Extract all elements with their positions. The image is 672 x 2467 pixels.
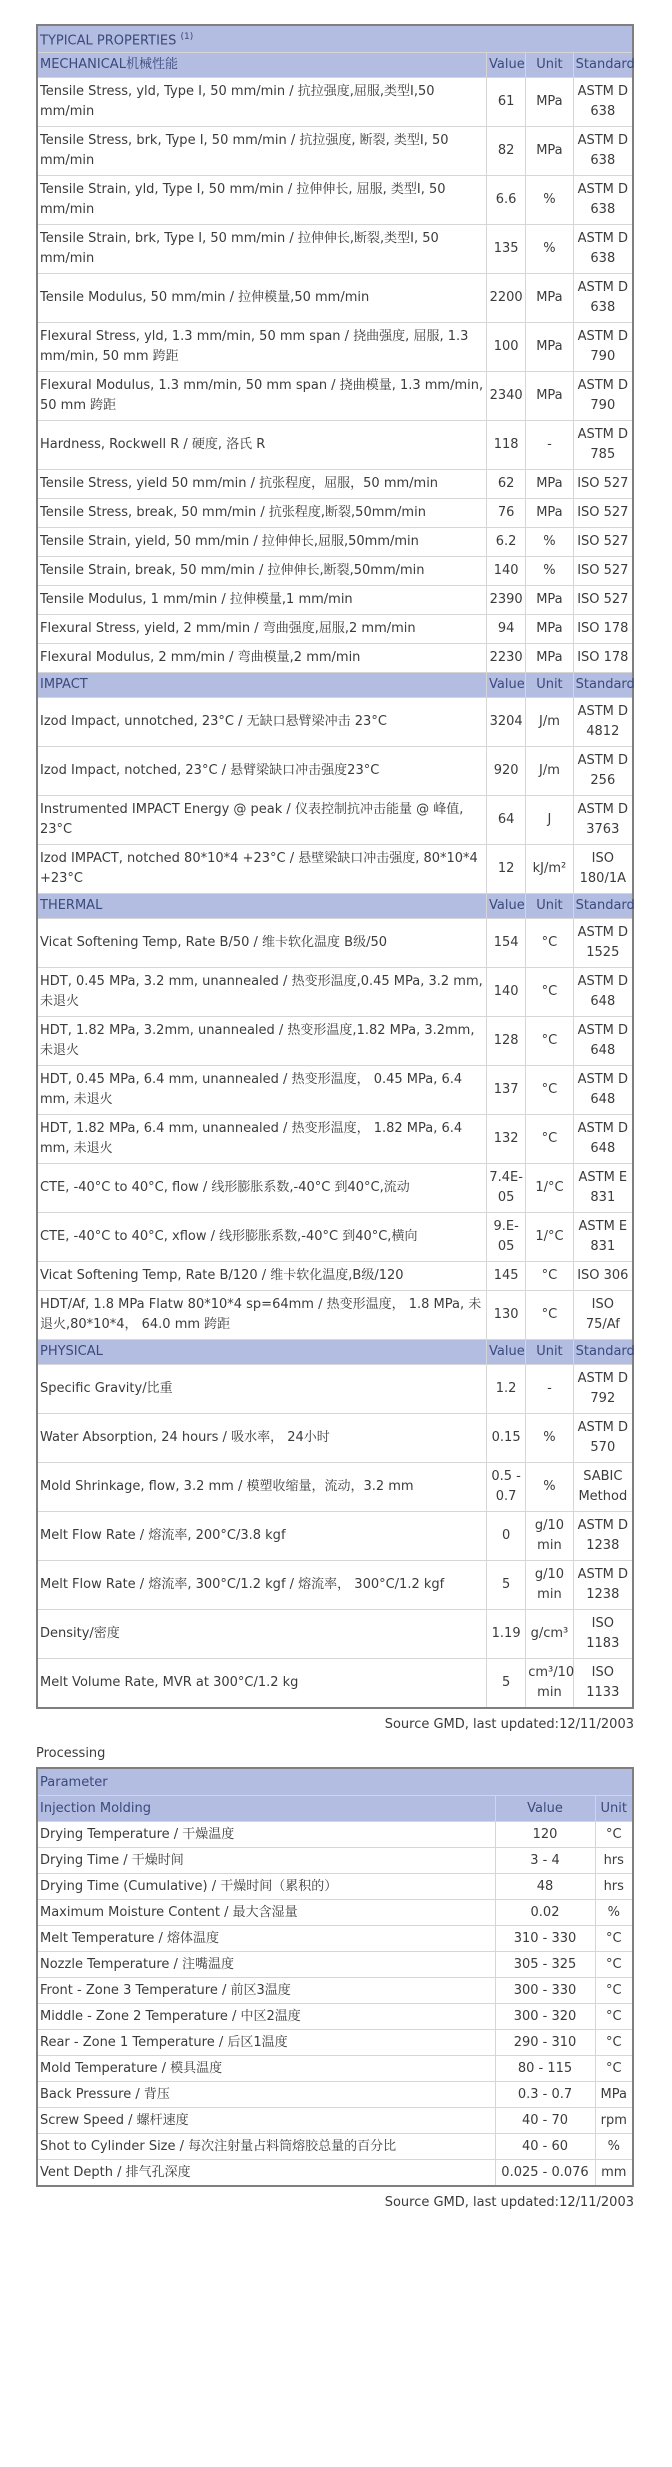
parameter-unit: °C bbox=[595, 1952, 633, 1978]
parameter-unit: °C bbox=[595, 2056, 633, 2082]
property-unit: MPa bbox=[526, 127, 573, 176]
property-row bbox=[37, 845, 633, 894]
processing-row bbox=[37, 2160, 633, 2187]
property-value: 7.4E-05 bbox=[487, 1164, 526, 1213]
property-value: 6.6 bbox=[487, 176, 526, 225]
property-row bbox=[37, 1512, 633, 1561]
property-value: 94 bbox=[487, 615, 526, 644]
col-header-standard: Standard bbox=[573, 894, 633, 919]
property-unit: % bbox=[526, 1463, 573, 1512]
property-standard: ASTM D 638 bbox=[573, 274, 633, 323]
property-unit: % bbox=[526, 557, 573, 586]
property-standard: ASTM D 790 bbox=[573, 372, 633, 421]
property-name: Flexural Modulus, 1.3 mm/min, 50 mm span / 挠曲模量, 1.3 mm/min, 50 mm 跨距 bbox=[37, 372, 487, 421]
property-standard: ASTM D 648 bbox=[573, 968, 633, 1017]
property-standard: ISO 75/Af bbox=[573, 1291, 633, 1340]
section-name: MECHANICAL机械性能 bbox=[37, 53, 487, 78]
property-unit: % bbox=[526, 1414, 573, 1463]
processing-title-row bbox=[37, 1768, 633, 1796]
property-unit: MPa bbox=[526, 323, 573, 372]
property-standard: ASTM D 4812 bbox=[573, 698, 633, 747]
property-unit: °C bbox=[526, 968, 573, 1017]
property-row bbox=[37, 968, 633, 1017]
property-row bbox=[37, 372, 633, 421]
property-row bbox=[37, 698, 633, 747]
property-unit: 1/°C bbox=[526, 1164, 573, 1213]
property-value: 3204 bbox=[487, 698, 526, 747]
parameter-value: 3 - 4 bbox=[495, 1848, 595, 1874]
property-standard: ISO 178 bbox=[573, 644, 633, 673]
property-unit: cm³/10 min bbox=[526, 1659, 573, 1709]
parameter-unit: °C bbox=[595, 1978, 633, 2004]
parameter-unit: rpm bbox=[595, 2108, 633, 2134]
parameter-unit: hrs bbox=[595, 1848, 633, 1874]
property-standard: ASTM D 1238 bbox=[573, 1512, 633, 1561]
property-value: 82 bbox=[487, 127, 526, 176]
property-name: Tensile Strain, yield, 50 mm/min / 拉伸伸长,屈服,50mm/min bbox=[37, 528, 487, 557]
parameter-unit: % bbox=[595, 1900, 633, 1926]
property-standard: ASTM D 256 bbox=[573, 747, 633, 796]
property-name: Tensile Stress, yield 50 mm/min / 抗张程度，屈服，50 mm/min bbox=[37, 470, 487, 499]
typical-properties-table bbox=[36, 24, 634, 1709]
property-value: 145 bbox=[487, 1262, 526, 1291]
property-row bbox=[37, 586, 633, 615]
property-standard: ASTM D 570 bbox=[573, 1414, 633, 1463]
property-row bbox=[37, 127, 633, 176]
parameter-name: Shot to Cylinder Size / 每次注射量占料筒熔胶总量的百分比 bbox=[37, 2134, 495, 2160]
processing-title: Parameter bbox=[37, 1768, 633, 1796]
processing-row bbox=[37, 2134, 633, 2160]
parameter-name: Maximum Moisture Content / 最大含湿量 bbox=[37, 1900, 495, 1926]
property-name: Melt Flow Rate / 熔流率, 200°C/3.8 kgf bbox=[37, 1512, 487, 1561]
property-value: 6.2 bbox=[487, 528, 526, 557]
parameter-value: 0.025 - 0.076 bbox=[495, 2160, 595, 2187]
property-standard: ASTM D 648 bbox=[573, 1115, 633, 1164]
property-unit: °C bbox=[526, 1066, 573, 1115]
property-value: 9.E-05 bbox=[487, 1213, 526, 1262]
property-name: Vicat Softening Temp, Rate B/50 / 维卡软化温度 B级/50 bbox=[37, 919, 487, 968]
datasheet bbox=[36, 24, 634, 2210]
property-row bbox=[37, 1066, 633, 1115]
properties-source-note: Source GMD, last updated:12/11/2003 bbox=[384, 1717, 634, 1732]
parameter-unit: °C bbox=[595, 2030, 633, 2056]
property-value: 1.19 bbox=[487, 1610, 526, 1659]
parameter-unit: % bbox=[595, 2134, 633, 2160]
property-value: 76 bbox=[487, 499, 526, 528]
property-standard: ISO 180/1A bbox=[573, 845, 633, 894]
processing-row bbox=[37, 1952, 633, 1978]
section-name: Injection Molding bbox=[37, 1796, 495, 1822]
parameter-name: Back Pressure / 背压 bbox=[37, 2082, 495, 2108]
property-value: 140 bbox=[487, 557, 526, 586]
property-name: Mold Shrinkage, flow, 3.2 mm / 模塑收缩量，流动，3.2 mm bbox=[37, 1463, 487, 1512]
property-unit: - bbox=[526, 1365, 573, 1414]
parameter-value: 48 bbox=[495, 1874, 595, 1900]
parameter-name: Melt Temperature / 熔体温度 bbox=[37, 1926, 495, 1952]
property-row bbox=[37, 323, 633, 372]
property-value: 2230 bbox=[487, 644, 526, 673]
property-value: 2200 bbox=[487, 274, 526, 323]
property-name: Flexural Stress, yield, 2 mm/min / 弯曲强度,屈服,2 mm/min bbox=[37, 615, 487, 644]
property-name: Flexural Stress, yld, 1.3 mm/min, 50 mm span / 挠曲强度, 屈服, 1.3 mm/min, 50 mm 跨距 bbox=[37, 323, 487, 372]
processing-row bbox=[37, 2108, 633, 2134]
property-unit: MPa bbox=[526, 372, 573, 421]
property-row bbox=[37, 1017, 633, 1066]
parameter-value: 120 bbox=[495, 1822, 595, 1848]
property-row bbox=[37, 1659, 633, 1709]
parameter-unit: °C bbox=[595, 2004, 633, 2030]
parameter-name: Nozzle Temperature / 注嘴温度 bbox=[37, 1952, 495, 1978]
property-standard: ASTM D 648 bbox=[573, 1066, 633, 1115]
property-unit: kJ/m² bbox=[526, 845, 573, 894]
property-name: Melt Flow Rate / 熔流率, 300°C/1.2 kgf / 熔流率， 300°C/1.2 kgf bbox=[37, 1561, 487, 1610]
property-standard: ASTM D 1238 bbox=[573, 1561, 633, 1610]
section-header-row bbox=[37, 1340, 633, 1365]
property-row bbox=[37, 1561, 633, 1610]
property-name: Izod IMPACT, notched 80*10*4 +23°C / 悬壁梁缺口冲击强度, 80*10*4 +23°C bbox=[37, 845, 487, 894]
property-name: HDT/Af, 1.8 MPa Flatw 80*10*4 sp=64mm / 热变形温度， 1.8 MPa, 未退火,80*10*4， 64.0 mm 跨距 bbox=[37, 1291, 487, 1340]
property-unit: % bbox=[526, 225, 573, 274]
property-row bbox=[37, 1365, 633, 1414]
property-row bbox=[37, 528, 633, 557]
col-header-value: Value bbox=[487, 1340, 526, 1365]
property-standard: ISO 527 bbox=[573, 470, 633, 499]
property-unit: J/m bbox=[526, 747, 573, 796]
processing-row bbox=[37, 1926, 633, 1952]
parameter-name: Vent Depth / 排气孔深度 bbox=[37, 2160, 495, 2187]
parameter-name: Rear - Zone 1 Temperature / 后区1温度 bbox=[37, 2030, 495, 2056]
title-text: TYPICAL PROPERTIES bbox=[40, 33, 177, 49]
property-value: 12 bbox=[487, 845, 526, 894]
col-header-value: Value bbox=[487, 894, 526, 919]
property-name: HDT, 1.82 MPa, 6.4 mm, unannealed / 热变形温度， 1.82 MPa, 6.4 mm, 未退火 bbox=[37, 1115, 487, 1164]
property-standard: ASTM D 648 bbox=[573, 1017, 633, 1066]
property-unit: °C bbox=[526, 1017, 573, 1066]
property-value: 5 bbox=[487, 1561, 526, 1610]
property-unit: MPa bbox=[526, 499, 573, 528]
property-name: Water Absorption, 24 hours / 吸水率， 24小时 bbox=[37, 1414, 487, 1463]
property-row bbox=[37, 919, 633, 968]
property-row bbox=[37, 747, 633, 796]
property-value: 2340 bbox=[487, 372, 526, 421]
property-standard: ASTM D 638 bbox=[573, 78, 633, 127]
processing-row bbox=[37, 1978, 633, 2004]
property-standard: ASTM D 792 bbox=[573, 1365, 633, 1414]
property-value: 137 bbox=[487, 1066, 526, 1115]
property-row bbox=[37, 1610, 633, 1659]
property-name: CTE, -40°C to 40°C, xflow / 线形膨胀系数,-40°C 到40°C,横向 bbox=[37, 1213, 487, 1262]
property-standard: ASTM D 785 bbox=[573, 421, 633, 470]
property-standard: ISO 527 bbox=[573, 586, 633, 615]
col-header-standard: Standard bbox=[573, 53, 633, 78]
parameter-value: 300 - 320 bbox=[495, 2004, 595, 2030]
col-header-standard: Standard bbox=[573, 1340, 633, 1365]
parameter-value: 290 - 310 bbox=[495, 2030, 595, 2056]
parameter-name: Screw Speed / 螺杆速度 bbox=[37, 2108, 495, 2134]
property-value: 100 bbox=[487, 323, 526, 372]
property-value: 132 bbox=[487, 1115, 526, 1164]
property-row bbox=[37, 1463, 633, 1512]
property-row bbox=[37, 1414, 633, 1463]
col-header-value: Value bbox=[487, 673, 526, 698]
property-row bbox=[37, 644, 633, 673]
property-value: 0.5 - 0.7 bbox=[487, 1463, 526, 1512]
property-row bbox=[37, 615, 633, 644]
property-row bbox=[37, 1164, 633, 1213]
property-unit: 1/°C bbox=[526, 1213, 573, 1262]
property-unit: °C bbox=[526, 919, 573, 968]
property-name: Tensile Strain, brk, Type I, 50 mm/min / 拉伸伸长,断裂,类型I, 50 mm/min bbox=[37, 225, 487, 274]
parameter-value: 40 - 60 bbox=[495, 2134, 595, 2160]
property-row bbox=[37, 470, 633, 499]
property-unit: MPa bbox=[526, 274, 573, 323]
col-header-unit: Unit bbox=[526, 53, 573, 78]
parameter-value: 310 - 330 bbox=[495, 1926, 595, 1952]
property-value: 61 bbox=[487, 78, 526, 127]
property-value: 154 bbox=[487, 919, 526, 968]
property-name: Tensile Stress, break, 50 mm/min / 抗张程度,断裂,50mm/min bbox=[37, 499, 487, 528]
processing-row bbox=[37, 2082, 633, 2108]
property-value: 140 bbox=[487, 968, 526, 1017]
property-unit: J bbox=[526, 796, 573, 845]
processing-label: Processing bbox=[36, 1746, 106, 1761]
property-standard: SABIC Method bbox=[573, 1463, 633, 1512]
property-row bbox=[37, 78, 633, 127]
property-standard: ASTM D 3763 bbox=[573, 796, 633, 845]
property-name: Izod Impact, unnotched, 23°C / 无缺口悬臂梁冲击 23°C bbox=[37, 698, 487, 747]
property-name: HDT, 0.45 MPa, 3.2 mm, unannealed / 热变形温度,0.45 MPa, 3.2 mm,未退火 bbox=[37, 968, 487, 1017]
property-unit: MPa bbox=[526, 644, 573, 673]
section-name: IMPACT bbox=[37, 673, 487, 698]
property-standard: ASTM D 790 bbox=[573, 323, 633, 372]
property-unit: °C bbox=[526, 1262, 573, 1291]
parameter-name: Front - Zone 3 Temperature / 前区3温度 bbox=[37, 1978, 495, 2004]
col-header-standard: Standard bbox=[573, 673, 633, 698]
property-row bbox=[37, 1262, 633, 1291]
property-row bbox=[37, 225, 633, 274]
property-unit: MPa bbox=[526, 78, 573, 127]
property-unit: MPa bbox=[526, 586, 573, 615]
property-name: HDT, 1.82 MPa, 3.2mm, unannealed / 热变形温度,1.82 MPa, 3.2mm,未退火 bbox=[37, 1017, 487, 1066]
property-row bbox=[37, 1115, 633, 1164]
parameter-name: Middle - Zone 2 Temperature / 中区2温度 bbox=[37, 2004, 495, 2030]
processing-row bbox=[37, 1848, 633, 1874]
property-name: CTE, -40°C to 40°C, flow / 线形膨胀系数,-40°C 到40°C,流动 bbox=[37, 1164, 487, 1213]
property-unit: °C bbox=[526, 1115, 573, 1164]
property-standard: ASTM D 638 bbox=[573, 127, 633, 176]
property-name: Density/密度 bbox=[37, 1610, 487, 1659]
property-unit: g/10 min bbox=[526, 1512, 573, 1561]
processing-row bbox=[37, 1822, 633, 1848]
col-header-unit: Unit bbox=[526, 894, 573, 919]
section-name: THERMAL bbox=[37, 894, 487, 919]
property-standard: ISO 1183 bbox=[573, 1610, 633, 1659]
property-standard: ISO 178 bbox=[573, 615, 633, 644]
parameter-unit: mm bbox=[595, 2160, 633, 2187]
property-unit: % bbox=[526, 528, 573, 557]
property-name: Specific Gravity/比重 bbox=[37, 1365, 487, 1414]
col-header-unit: Unit bbox=[526, 673, 573, 698]
section-header-row bbox=[37, 53, 633, 78]
property-standard: ISO 527 bbox=[573, 528, 633, 557]
property-row bbox=[37, 499, 633, 528]
property-name: Hardness, Rockwell R / 硬度, 洛氏 R bbox=[37, 421, 487, 470]
parameter-value: 80 - 115 bbox=[495, 2056, 595, 2082]
property-row bbox=[37, 1213, 633, 1262]
property-row bbox=[37, 796, 633, 845]
property-value: 62 bbox=[487, 470, 526, 499]
parameter-value: 300 - 330 bbox=[495, 1978, 595, 2004]
processing-table bbox=[36, 1767, 634, 2187]
property-name: Tensile Strain, break, 50 mm/min / 拉伸伸长,断裂,50mm/min bbox=[37, 557, 487, 586]
processing-source-note: Source GMD, last updated:12/11/2003 bbox=[384, 2195, 634, 2210]
section-header-row bbox=[37, 673, 633, 698]
property-name: Tensile Modulus, 1 mm/min / 拉伸模量,1 mm/min bbox=[37, 586, 487, 615]
processing-row bbox=[37, 2030, 633, 2056]
processing-row bbox=[37, 2056, 633, 2082]
property-unit: % bbox=[526, 176, 573, 225]
parameter-unit: hrs bbox=[595, 1874, 633, 1900]
property-value: 5 bbox=[487, 1659, 526, 1709]
processing-section-header bbox=[37, 1796, 633, 1822]
parameter-value: 305 - 325 bbox=[495, 1952, 595, 1978]
property-standard: ISO 1133 bbox=[573, 1659, 633, 1709]
property-row bbox=[37, 274, 633, 323]
property-unit: g/cm³ bbox=[526, 1610, 573, 1659]
property-name: Izod Impact, notched, 23°C / 悬臂梁缺口冲击强度23°C bbox=[37, 747, 487, 796]
property-standard: ISO 306 bbox=[573, 1262, 633, 1291]
parameter-name: Mold Temperature / 模具温度 bbox=[37, 2056, 495, 2082]
property-standard: ASTM E 831 bbox=[573, 1164, 633, 1213]
property-unit: MPa bbox=[526, 615, 573, 644]
property-name: Vicat Softening Temp, Rate B/120 / 维卡软化温度,B级/120 bbox=[37, 1262, 487, 1291]
property-value: 128 bbox=[487, 1017, 526, 1066]
property-unit: J/m bbox=[526, 698, 573, 747]
parameter-unit: °C bbox=[595, 1926, 633, 1952]
parameter-name: Drying Temperature / 干燥温度 bbox=[37, 1822, 495, 1848]
section-name: PHYSICAL bbox=[37, 1340, 487, 1365]
property-value: 0 bbox=[487, 1512, 526, 1561]
col-header-unit: Unit bbox=[595, 1796, 633, 1822]
property-row bbox=[37, 421, 633, 470]
property-row bbox=[37, 1291, 633, 1340]
property-name: HDT, 0.45 MPa, 6.4 mm, unannealed / 热变形温度， 0.45 MPa, 6.4 mm, 未退火 bbox=[37, 1066, 487, 1115]
property-standard: ASTM E 831 bbox=[573, 1213, 633, 1262]
property-value: 920 bbox=[487, 747, 526, 796]
property-name: Tensile Stress, brk, Type I, 50 mm/min / 抗拉强度, 断裂, 类型I, 50 mm/min bbox=[37, 127, 487, 176]
property-unit: °C bbox=[526, 1291, 573, 1340]
title-footnote: (1) bbox=[180, 31, 194, 42]
property-value: 130 bbox=[487, 1291, 526, 1340]
typical-properties-title bbox=[37, 25, 633, 53]
parameter-name: Drying Time (Cumulative) / 干燥时间（累积的） bbox=[37, 1874, 495, 1900]
col-header-value: Value bbox=[495, 1796, 595, 1822]
property-row bbox=[37, 176, 633, 225]
property-value: 2390 bbox=[487, 586, 526, 615]
col-header-value: Value bbox=[487, 53, 526, 78]
parameter-value: 0.3 - 0.7 bbox=[495, 2082, 595, 2108]
property-name: Melt Volume Rate, MVR at 300°C/1.2 kg bbox=[37, 1659, 487, 1709]
property-value: 1.2 bbox=[487, 1365, 526, 1414]
parameter-unit: MPa bbox=[595, 2082, 633, 2108]
property-unit: - bbox=[526, 421, 573, 470]
processing-row bbox=[37, 1900, 633, 1926]
property-unit: g/10 min bbox=[526, 1561, 573, 1610]
property-name: Flexural Modulus, 2 mm/min / 弯曲模量,2 mm/min bbox=[37, 644, 487, 673]
property-value: 64 bbox=[487, 796, 526, 845]
property-standard: ASTM D 638 bbox=[573, 225, 633, 274]
property-value: 118 bbox=[487, 421, 526, 470]
property-row bbox=[37, 557, 633, 586]
property-name: Tensile Stress, yld, Type I, 50 mm/min / 抗拉强度,屈服,类型I,50 mm/min bbox=[37, 78, 487, 127]
typical-properties-title-row bbox=[37, 25, 633, 53]
parameter-unit: °C bbox=[595, 1822, 633, 1848]
parameter-value: 0.02 bbox=[495, 1900, 595, 1926]
section-header-row bbox=[37, 894, 633, 919]
property-standard: ASTM D 638 bbox=[573, 176, 633, 225]
property-value: 135 bbox=[487, 225, 526, 274]
property-standard: ISO 527 bbox=[573, 499, 633, 528]
property-standard: ASTM D 1525 bbox=[573, 919, 633, 968]
col-header-unit: Unit bbox=[526, 1340, 573, 1365]
property-name: Tensile Modulus, 50 mm/min / 拉伸模量,50 mm/min bbox=[37, 274, 487, 323]
property-standard: ISO 527 bbox=[573, 557, 633, 586]
parameter-name: Drying Time / 干燥时间 bbox=[37, 1848, 495, 1874]
processing-row bbox=[37, 2004, 633, 2030]
processing-row bbox=[37, 1874, 633, 1900]
parameter-value: 40 - 70 bbox=[495, 2108, 595, 2134]
property-value: 0.15 bbox=[487, 1414, 526, 1463]
property-name: Instrumented IMPACT Energy @ peak / 仪表控制抗冲击能量 @ 峰值, 23°C bbox=[37, 796, 487, 845]
property-unit: MPa bbox=[526, 470, 573, 499]
property-name: Tensile Strain, yld, Type I, 50 mm/min / 拉伸伸长, 屈服, 类型I, 50 mm/min bbox=[37, 176, 487, 225]
